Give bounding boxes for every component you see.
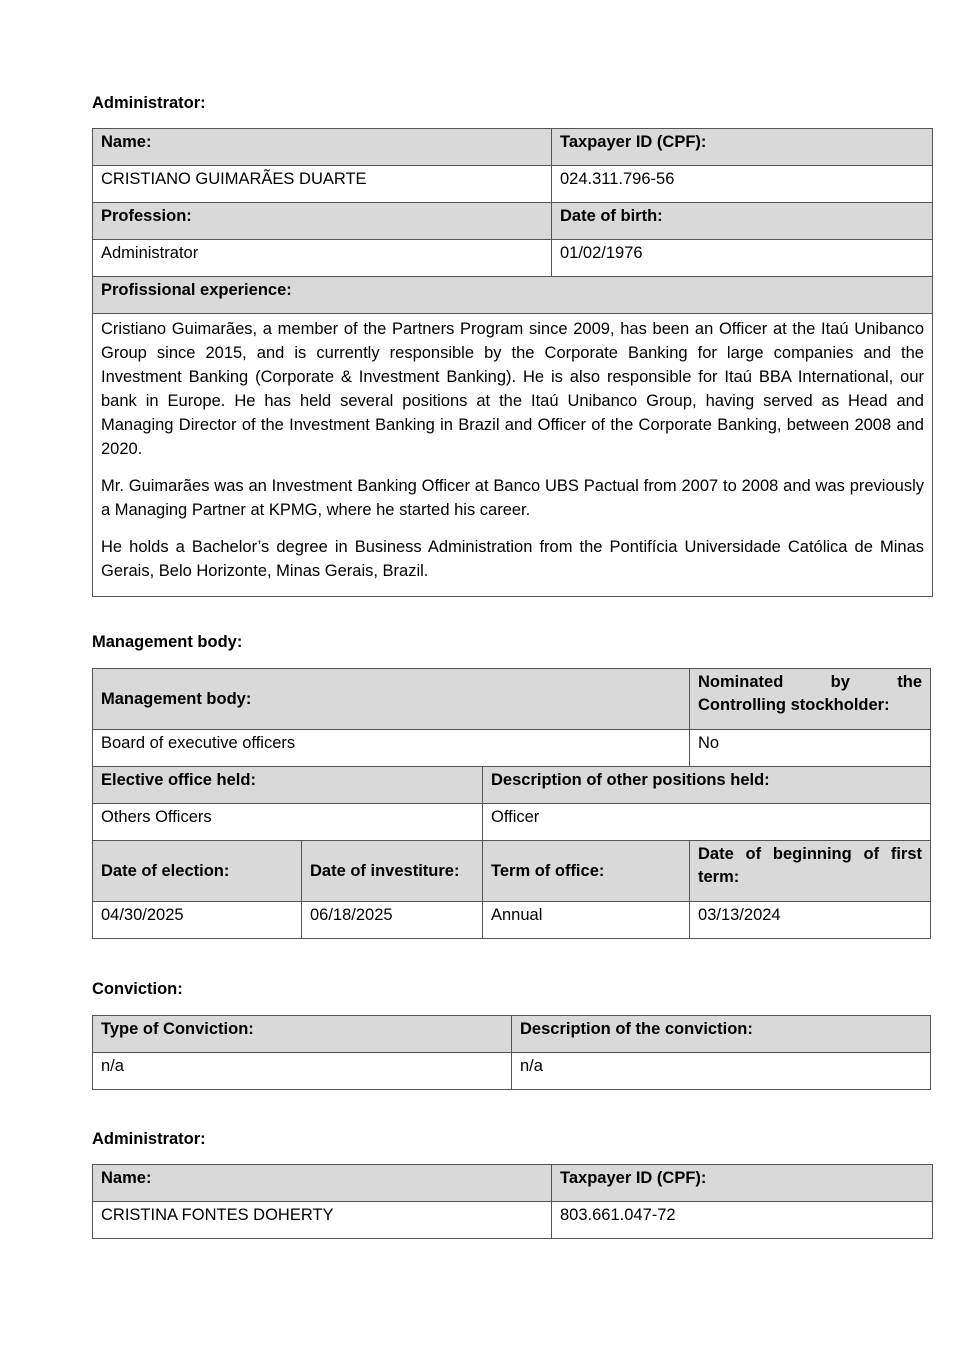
dob-value: 01/02/1976	[552, 240, 933, 277]
election-date-value: 04/30/2025	[93, 902, 302, 939]
conviction-type-label: Type of Conviction:	[93, 1016, 512, 1053]
experience-paragraph: Mr. Guimarães was an Investment Banking Officer at Banco UBS Pactual from 2007 to 2008 and was previously a Managing Partner at KPMG, where he started his career.	[101, 477, 924, 519]
profession-value: Administrator	[93, 240, 552, 277]
dob-label: Date of birth:	[552, 203, 933, 240]
administrator-2-table	[92, 1164, 933, 1239]
section-heading-administrator-2: Administrator:	[92, 1130, 206, 1148]
profession-label: Profession:	[93, 203, 552, 240]
election-date-label: Date of election:	[93, 841, 302, 902]
name-value: CRISTIANO GUIMARÃES DUARTE	[93, 166, 552, 203]
cpf-label: Taxpayer ID (CPF):	[552, 129, 933, 166]
experience-label: Profissional experience:	[93, 277, 933, 314]
name-label: Name:	[93, 1165, 552, 1202]
conviction-description-value: n/a	[512, 1053, 931, 1090]
elective-office-value: Others Officers	[93, 804, 483, 841]
cpf-label: Taxpayer ID (CPF):	[552, 1165, 933, 1202]
investiture-date-label: Date of investiture:	[302, 841, 483, 902]
management-body-label: Management body:	[93, 669, 690, 730]
section-heading-conviction: Conviction:	[92, 980, 183, 998]
conviction-table	[92, 1015, 931, 1090]
experience-paragraph: Cristiano Guimarães, a member of the Partners Program since 2009, has been an Officer at the Itaú Unibanco Group since 2015, and is currently responsible by the Corporate Banking for large companies and the Investment Banking (Corporate & Investment Banking). He is also responsible for Itaú BBA International, our bank in Europe. He has held several positions at the Itaú Unibanco Group, having served as Head and Managing Director of the Investment Banking in Brazil and Officer of the Corporate Banking, between 2008 and 2020.	[101, 320, 924, 458]
nominated-label-line1: Nominated by the	[698, 673, 923, 691]
conviction-type-value: n/a	[93, 1053, 512, 1090]
section-heading-management-body: Management body:	[92, 633, 243, 651]
term-of-office-value: Annual	[483, 902, 690, 939]
management-body-table	[92, 668, 931, 939]
experience-text	[93, 314, 933, 597]
nominated-label	[690, 669, 931, 730]
administrator-table	[92, 128, 933, 597]
first-term-date-value: 03/13/2024	[690, 902, 931, 939]
section-heading-administrator: Administrator:	[92, 94, 206, 112]
first-term-date-label: Date of beginning of first term:	[690, 841, 931, 902]
cpf-value: 024.311.796-56	[552, 166, 933, 203]
name-value: CRISTINA FONTES DOHERTY	[93, 1202, 552, 1239]
other-positions-value: Officer	[483, 804, 931, 841]
cpf-value: 803.661.047-72	[552, 1202, 933, 1239]
other-positions-label: Description of other positions held:	[483, 767, 931, 804]
conviction-description-label: Description of the conviction:	[512, 1016, 931, 1053]
management-body-value: Board of executive officers	[93, 730, 690, 767]
investiture-date-value: 06/18/2025	[302, 902, 483, 939]
elective-office-label: Elective office held:	[93, 767, 483, 804]
experience-paragraph: He holds a Bachelor’s degree in Business Administration from the Pontifícia Universidade Católica de Minas Gerais, Belo Horizonte, Minas Gerais, Brazil.	[101, 538, 924, 580]
term-of-office-label: Term of office:	[483, 841, 690, 902]
nominated-label-line2: Controlling stockholder:	[698, 696, 890, 714]
nominated-value: No	[690, 730, 931, 767]
name-label: Name:	[93, 129, 552, 166]
